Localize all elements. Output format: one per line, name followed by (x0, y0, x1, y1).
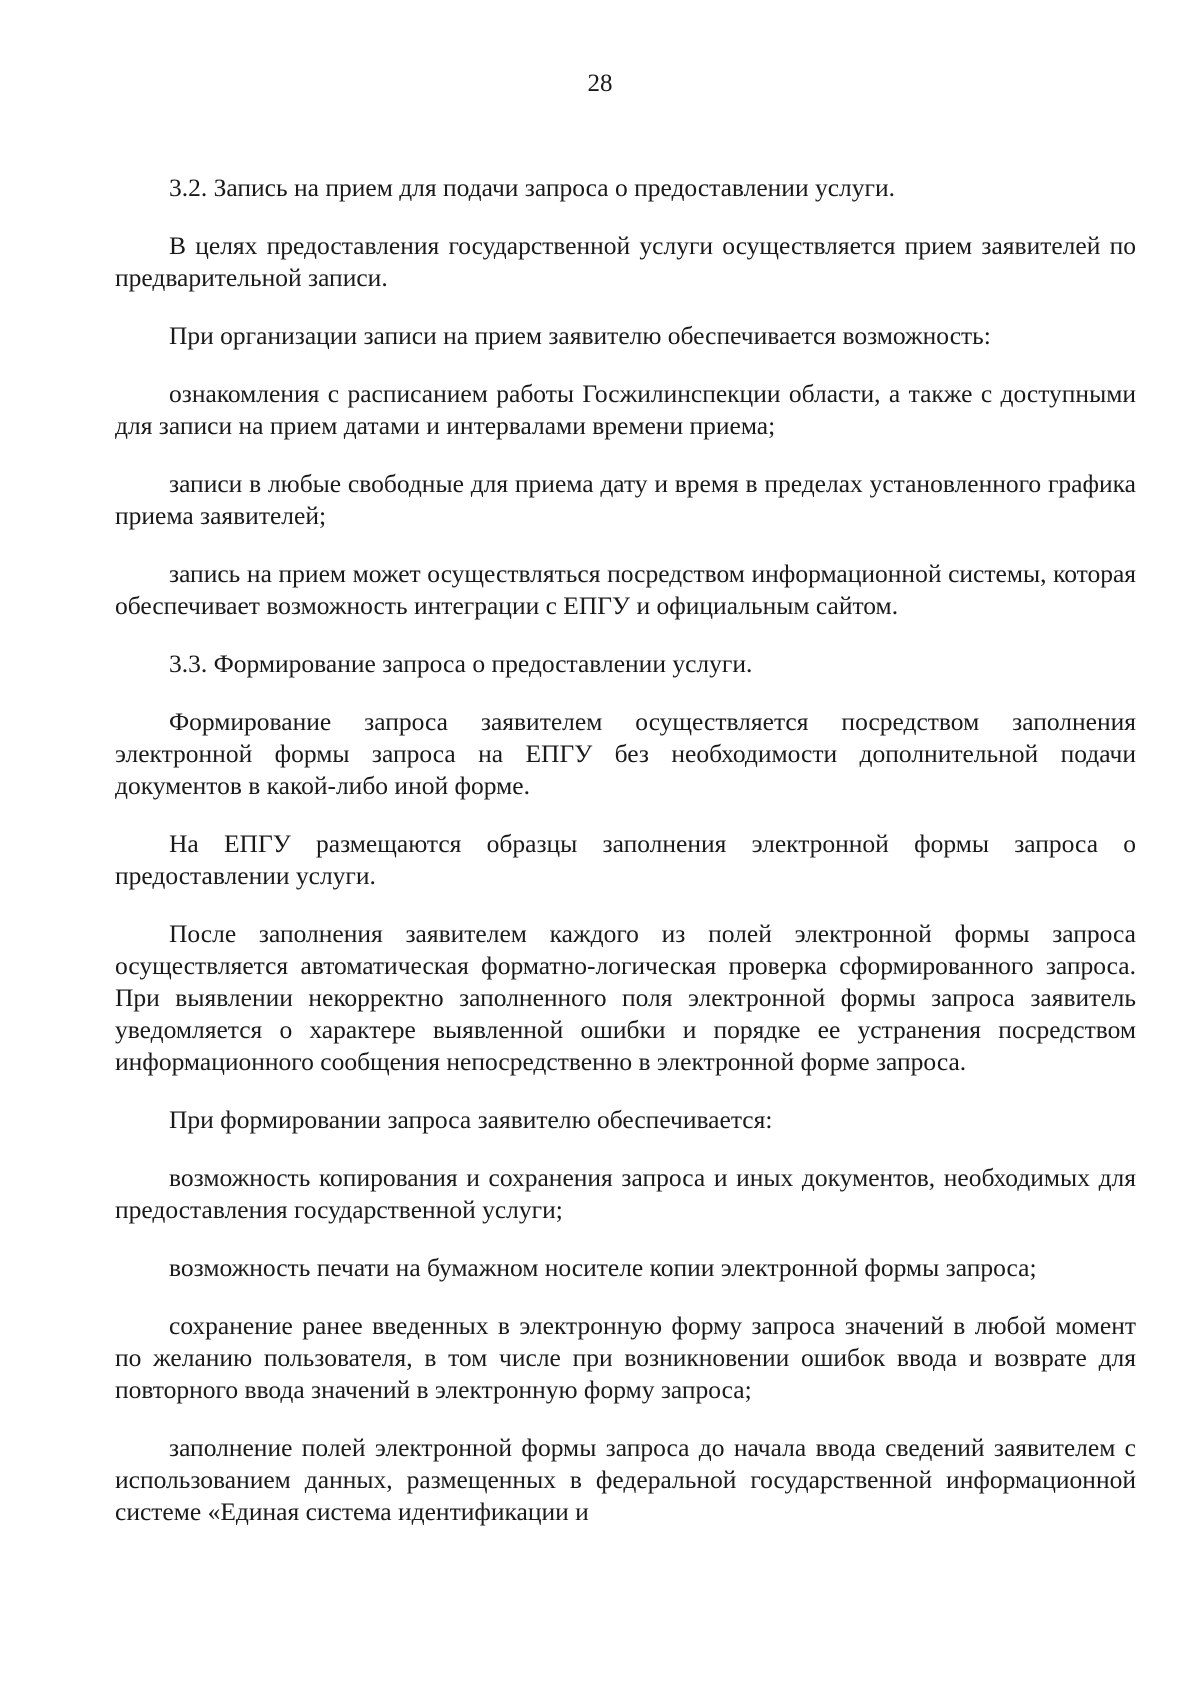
document-body (115, 172, 1136, 1554)
list-item: записи в любые свободные для приема дату и время в пределах установленного графика приема заявителей; (115, 469, 1136, 530)
paragraph: запись на прием может осуществляться посредством информационной системы, которая обеспечивает возможность интеграции с ЕПГУ и официальным сайтом. (115, 559, 1136, 620)
list-item: сохранение ранее введенных в электронную форму запроса значений в любой момент по желанию пользователя, в том числе при возникновении ошибок ввода и возврате для повторного ввода значений в электронную форму запроса; (115, 1311, 1136, 1404)
paragraph: На ЕПГУ размещаются образцы заполнения электронной формы запроса о предоставлении услуги. (115, 829, 1136, 890)
page-number: 28 (587, 70, 613, 97)
list-item: заполнение полей электронной формы запроса до начала ввода сведений заявителем с использованием данных, размещенных в федеральной государственной информационной системе «Единая система идентификации и (115, 1433, 1136, 1526)
section-heading-3-3: 3.3. Формирование запроса о предоставлении услуги. (169, 649, 753, 678)
paragraph: При формировании запроса заявителю обеспечивается: (169, 1105, 773, 1134)
paragraph: После заполнения заявителем каждого из полей электронной формы запроса осуществляется автоматическая форматно-логическая проверка сформированного запроса. При выявлении некорректно заполненного поля электронной формы запроса заявитель уведомляется о характере выявленной ошибки и порядке ее устранения посредством информационного сообщения непосредственно в электронной форме запроса. (115, 919, 1136, 1076)
paragraph: Формирование запроса заявителем осуществляется посредством заполнения электронной формы запроса на ЕПГУ без необходимости дополнительной подачи документов в какой-либо иной форме. (115, 707, 1136, 800)
list-item: ознакомления с расписанием работы Госжилинспекции области, а также с доступными для записи на прием датами и интервалами времени приема; (115, 379, 1136, 440)
list-item: возможность печати на бумажном носителе копии электронной формы запроса; (169, 1253, 1037, 1282)
section-heading-3-2: 3.2. Запись на прием для подачи запроса о предоставлении услуги. (169, 173, 895, 202)
paragraph: В целях предоставления государственной услуги осуществляется прием заявителей по предварительной записи. (115, 231, 1136, 292)
list-item: возможность копирования и сохранения запроса и иных документов, необходимых для предоставления государственной услуги; (115, 1163, 1136, 1224)
paragraph: При организации записи на прием заявителю обеспечивается возможность: (169, 321, 991, 350)
